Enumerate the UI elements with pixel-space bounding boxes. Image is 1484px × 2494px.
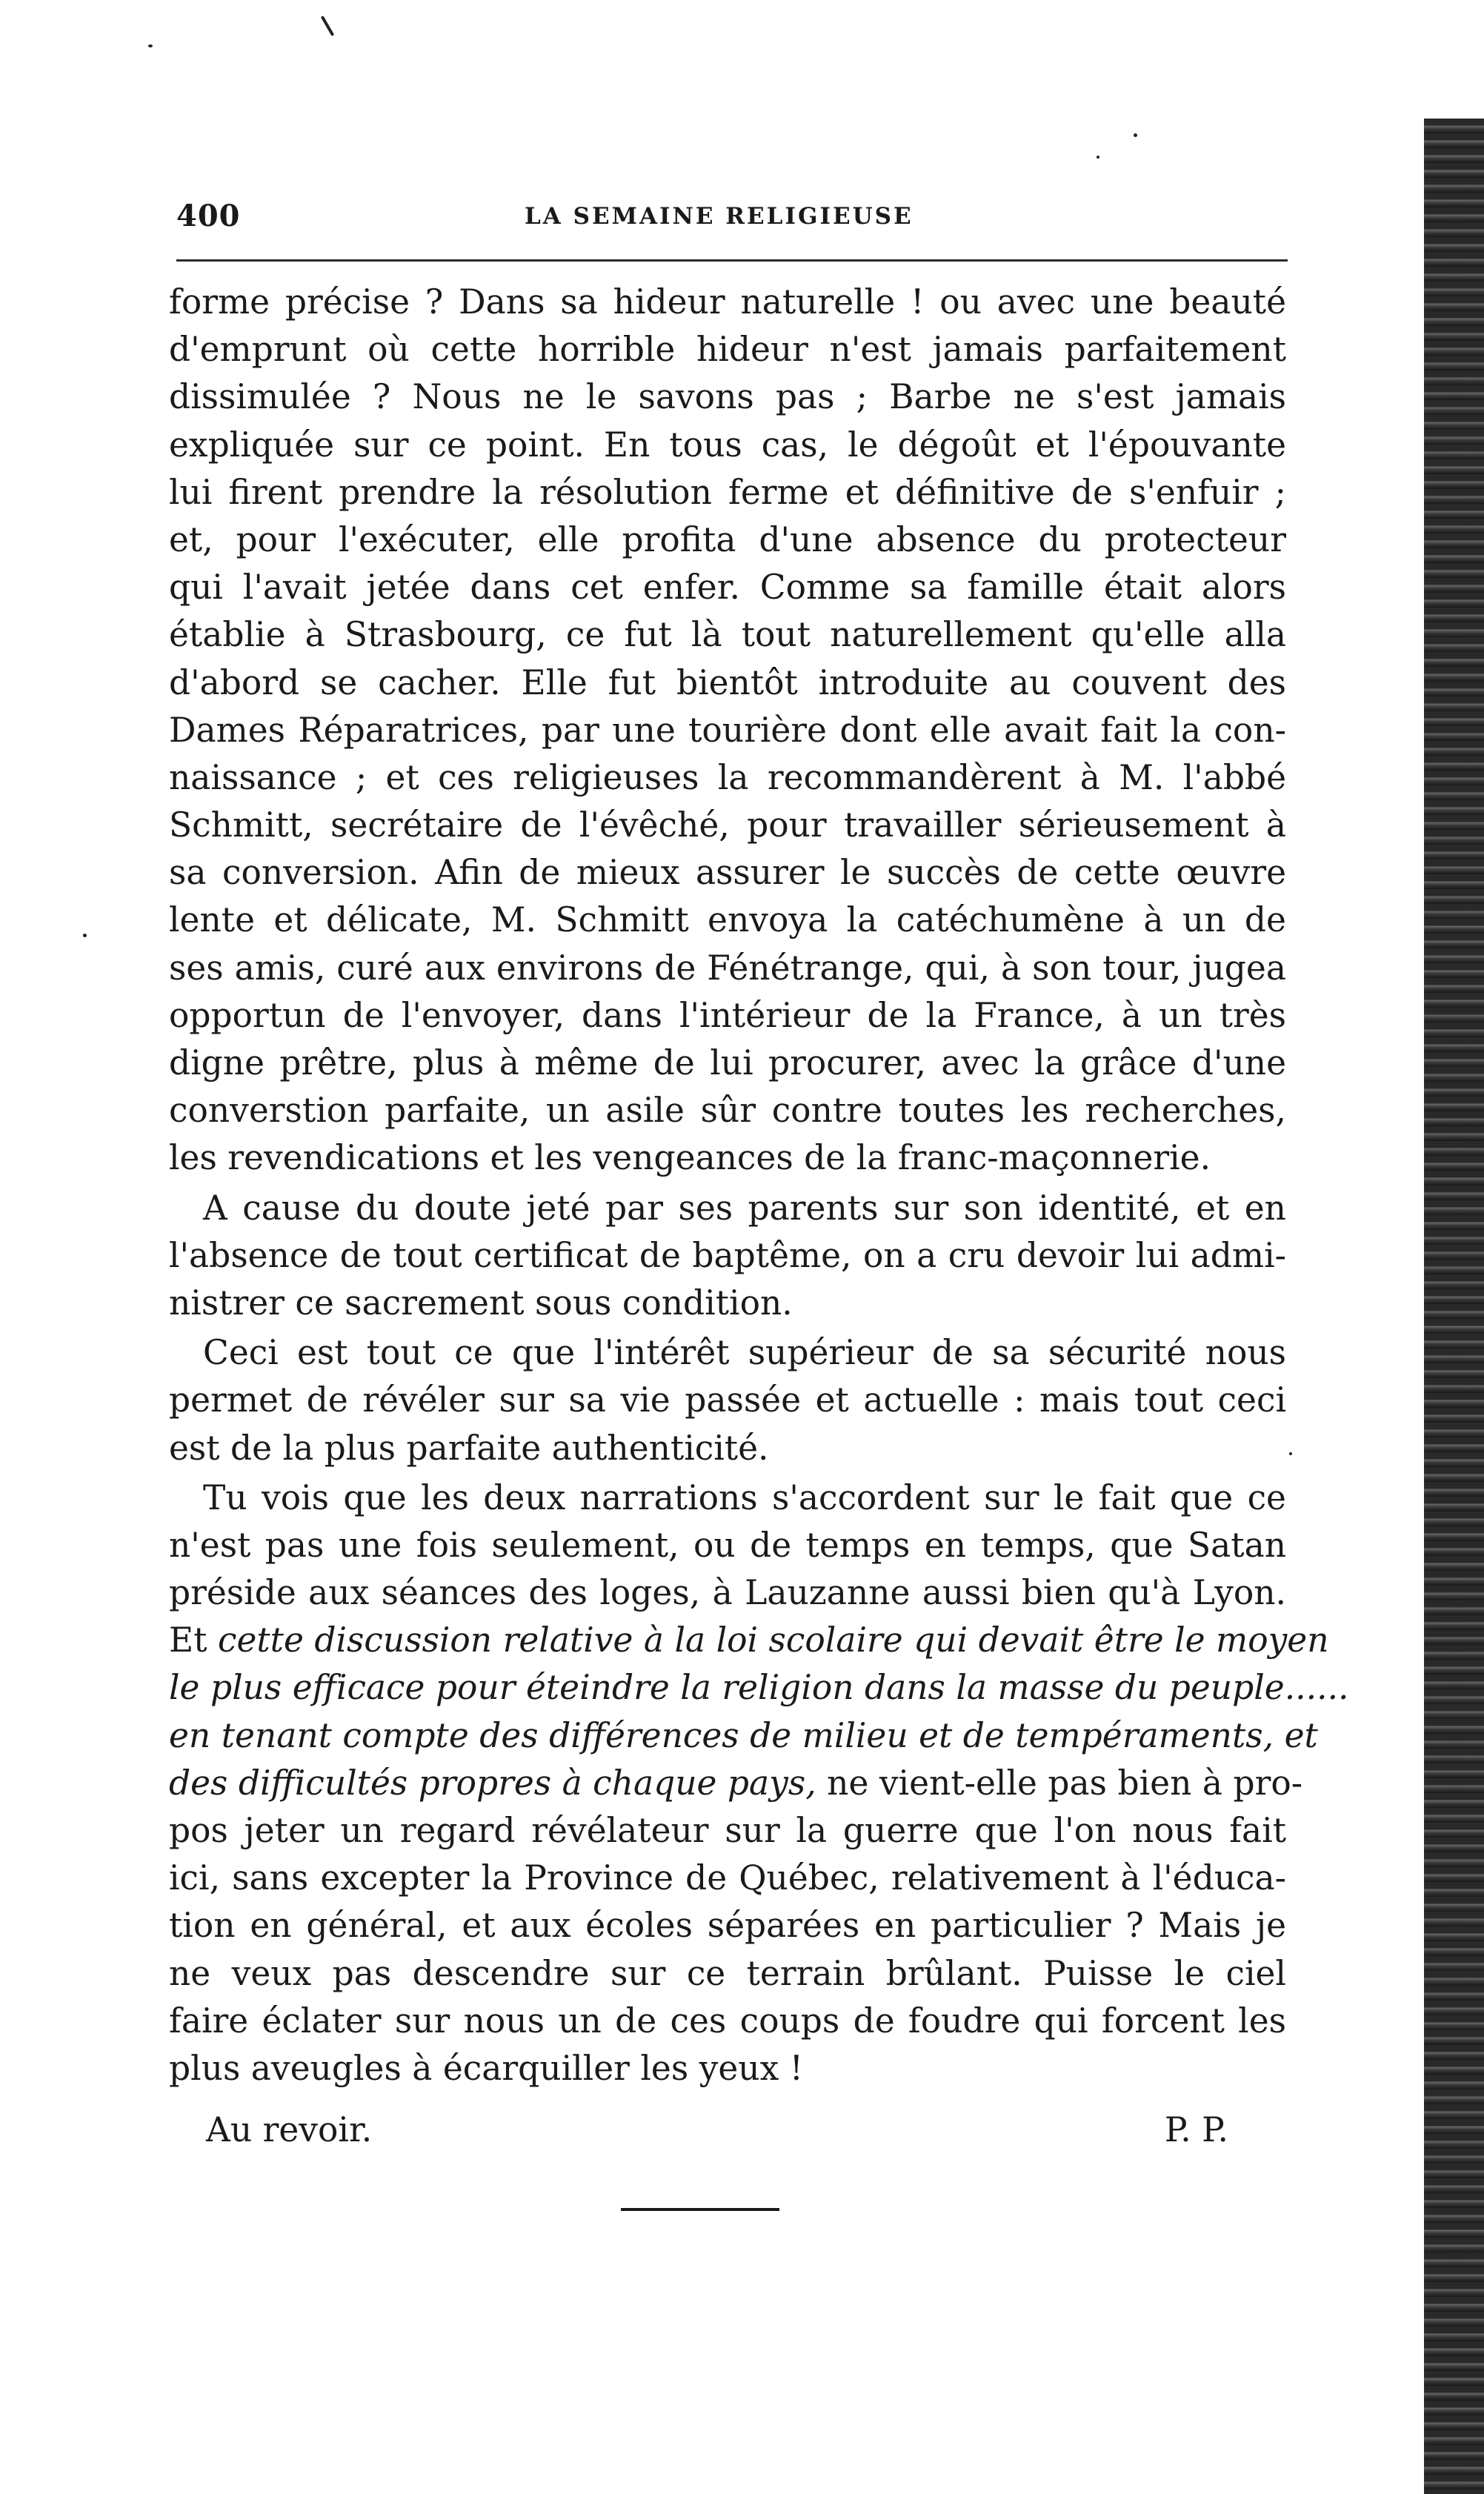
text-line: nistrer ce sacrement sous condition. xyxy=(169,1283,793,1323)
text-run: pos jeter un regard révélateur sur la guerre que l'on nous fait xyxy=(169,1811,1286,1850)
text-line xyxy=(169,1760,1303,1807)
text-line xyxy=(169,1807,1286,1855)
closing xyxy=(206,2110,1228,2158)
text-line: converstion parfaite, un asile sûr contre toutes les recherches, xyxy=(169,1091,1286,1131)
text-line xyxy=(169,1617,1329,1664)
page-header xyxy=(176,199,1288,243)
italic-run: des difficultés propres à chaque pays, xyxy=(169,1763,816,1803)
text-line xyxy=(169,1998,1286,2045)
scan-speck xyxy=(148,44,153,47)
italic-run: en tenant compte des différences de milieu et de tempéraments, xyxy=(169,1715,1274,1755)
scan-speck xyxy=(1134,133,1137,137)
text-line xyxy=(169,2045,1286,2092)
text-line xyxy=(169,1902,1286,1949)
text-run: ne veux pas descendre sur ce terrain brûlant. Puisse le ciel xyxy=(169,1953,1286,1993)
scan-speck xyxy=(1097,156,1099,159)
closing-salutation: Au revoir. xyxy=(206,2110,373,2149)
text-line: expliquée sur ce point. En tous cas, le dégoût et l'épouvante xyxy=(169,425,1286,465)
text-line: ses amis, curé aux environs de Fénétrange, qui, à son tour, jugea xyxy=(169,948,1286,988)
text-run: tion en général, et aux écoles séparées en particulier ? Mais je xyxy=(169,1906,1286,1946)
text-line: A cause du doute jeté par ses parents sur son identité, et en xyxy=(203,1188,1286,1228)
text-line xyxy=(169,1569,1286,1617)
text-run xyxy=(1274,1716,1284,1755)
text-line xyxy=(169,1474,1286,1522)
text-line: dissimulée ? Nous ne le savons pas ; Barbe ne s'est jamais xyxy=(169,377,1286,417)
text-line: est de la plus parfaite authenticité. xyxy=(169,1428,769,1468)
text-line: sa conversion. Afin de mieux assurer le succès de cette œuvre xyxy=(169,853,1286,893)
paragraph xyxy=(169,279,1286,1183)
signature-initials: P. P. xyxy=(1164,2110,1228,2149)
text-line: opportun de l'envoyer, dans l'intérieur de la France, à un très xyxy=(169,995,1286,1035)
text-run: préside aux séances des loges, à Lauzanne aussi bien qu'à Lyon. xyxy=(169,1573,1286,1613)
text-line xyxy=(169,1950,1286,1998)
scan-edge-shadow xyxy=(1424,119,1484,2494)
text-run: Tu vois que les deux narrations s'accordent sur le fait que ce xyxy=(203,1477,1286,1517)
body-text xyxy=(169,279,1349,2092)
text-line: Ceci est tout ce que l'intérêt supérieur de sa sécurité nous xyxy=(203,1333,1286,1373)
page-number: 400 xyxy=(176,199,241,233)
text-run: plus aveugles à écarquiller les yeux ! xyxy=(169,2048,804,2088)
text-line: digne prêtre, plus à même de lui procurer, avec la grâce d'une xyxy=(169,1043,1286,1083)
text-line: établie à Strasbourg, ce fut là tout naturellement qu'elle alla xyxy=(169,615,1286,655)
text-line: permet de révéler sur sa vie passée et actuelle : mais tout ceci xyxy=(169,1380,1286,1420)
text-run: Et xyxy=(169,1620,218,1660)
text-line: naissance ; et ces religieuses la recommandèrent à M. l'abbé xyxy=(169,757,1286,797)
scan-speck xyxy=(83,934,87,937)
text-line xyxy=(169,1522,1286,1569)
text-line xyxy=(169,1712,1318,1760)
paragraph xyxy=(169,1474,1349,2092)
text-line: Schmitt, secrétaire de l'évêché, pour travailler sérieusement à xyxy=(169,805,1286,845)
text-line: qui l'avait jetée dans cet enfer. Comme sa famille était alors xyxy=(169,568,1286,608)
text-run: ici, sans excepter la Province de Québec, relativement à l'éduca- xyxy=(169,1858,1286,1898)
scan-speck xyxy=(1289,1452,1292,1455)
text-line: d'emprunt où cette horrible hideur n'est jamais parfaitement xyxy=(169,330,1286,370)
text-line: lui firent prendre la résolution ferme et définitive de s'enfuir ; xyxy=(169,472,1286,512)
text-line: et, pour l'exécuter, elle profita d'une absence du protecteur xyxy=(169,519,1286,559)
paragraph xyxy=(169,1185,1286,1328)
header-rule xyxy=(176,259,1288,262)
scan-speck xyxy=(321,16,334,36)
running-title: LA SEMAINE RELIGIEUSE xyxy=(525,203,914,230)
text-line: les revendications et les vengeances de la franc-maçonnerie. xyxy=(169,1138,1211,1178)
text-line xyxy=(169,1855,1286,1902)
end-rule xyxy=(621,2208,779,2211)
italic-run: le plus efficace pour éteindre la religion dans la masse du peuple...... xyxy=(169,1668,1349,1708)
text-run: ne vient-elle pas bien à pro- xyxy=(816,1763,1303,1803)
text-run: n'est pas une fois seulement, ou de temps en temps, que Satan xyxy=(169,1525,1286,1565)
text-run: faire éclater sur nous un de ces coups de foudre qui forcent les xyxy=(169,2001,1286,2041)
italic-run: cette discussion relative à la loi scolaire qui devait être le moyen xyxy=(217,1620,1329,1660)
text-line: Dames Réparatrices, par une tourière dont elle avait fait la con- xyxy=(169,710,1286,750)
text-line xyxy=(169,1664,1349,1712)
paragraph xyxy=(169,1329,1286,1472)
text-line: lente et délicate, M. Schmitt envoya la catéchumène à un de xyxy=(169,900,1286,940)
text-line: forme précise ? Dans sa hideur naturelle ! ou avec une beauté xyxy=(169,282,1286,322)
italic-run: et xyxy=(1284,1715,1318,1755)
text-line: l'absence de tout certificat de baptême, on a cru devoir lui admi- xyxy=(169,1235,1286,1275)
text-line: d'abord se cacher. Elle fut bientôt introduite au couvent des xyxy=(169,662,1286,702)
